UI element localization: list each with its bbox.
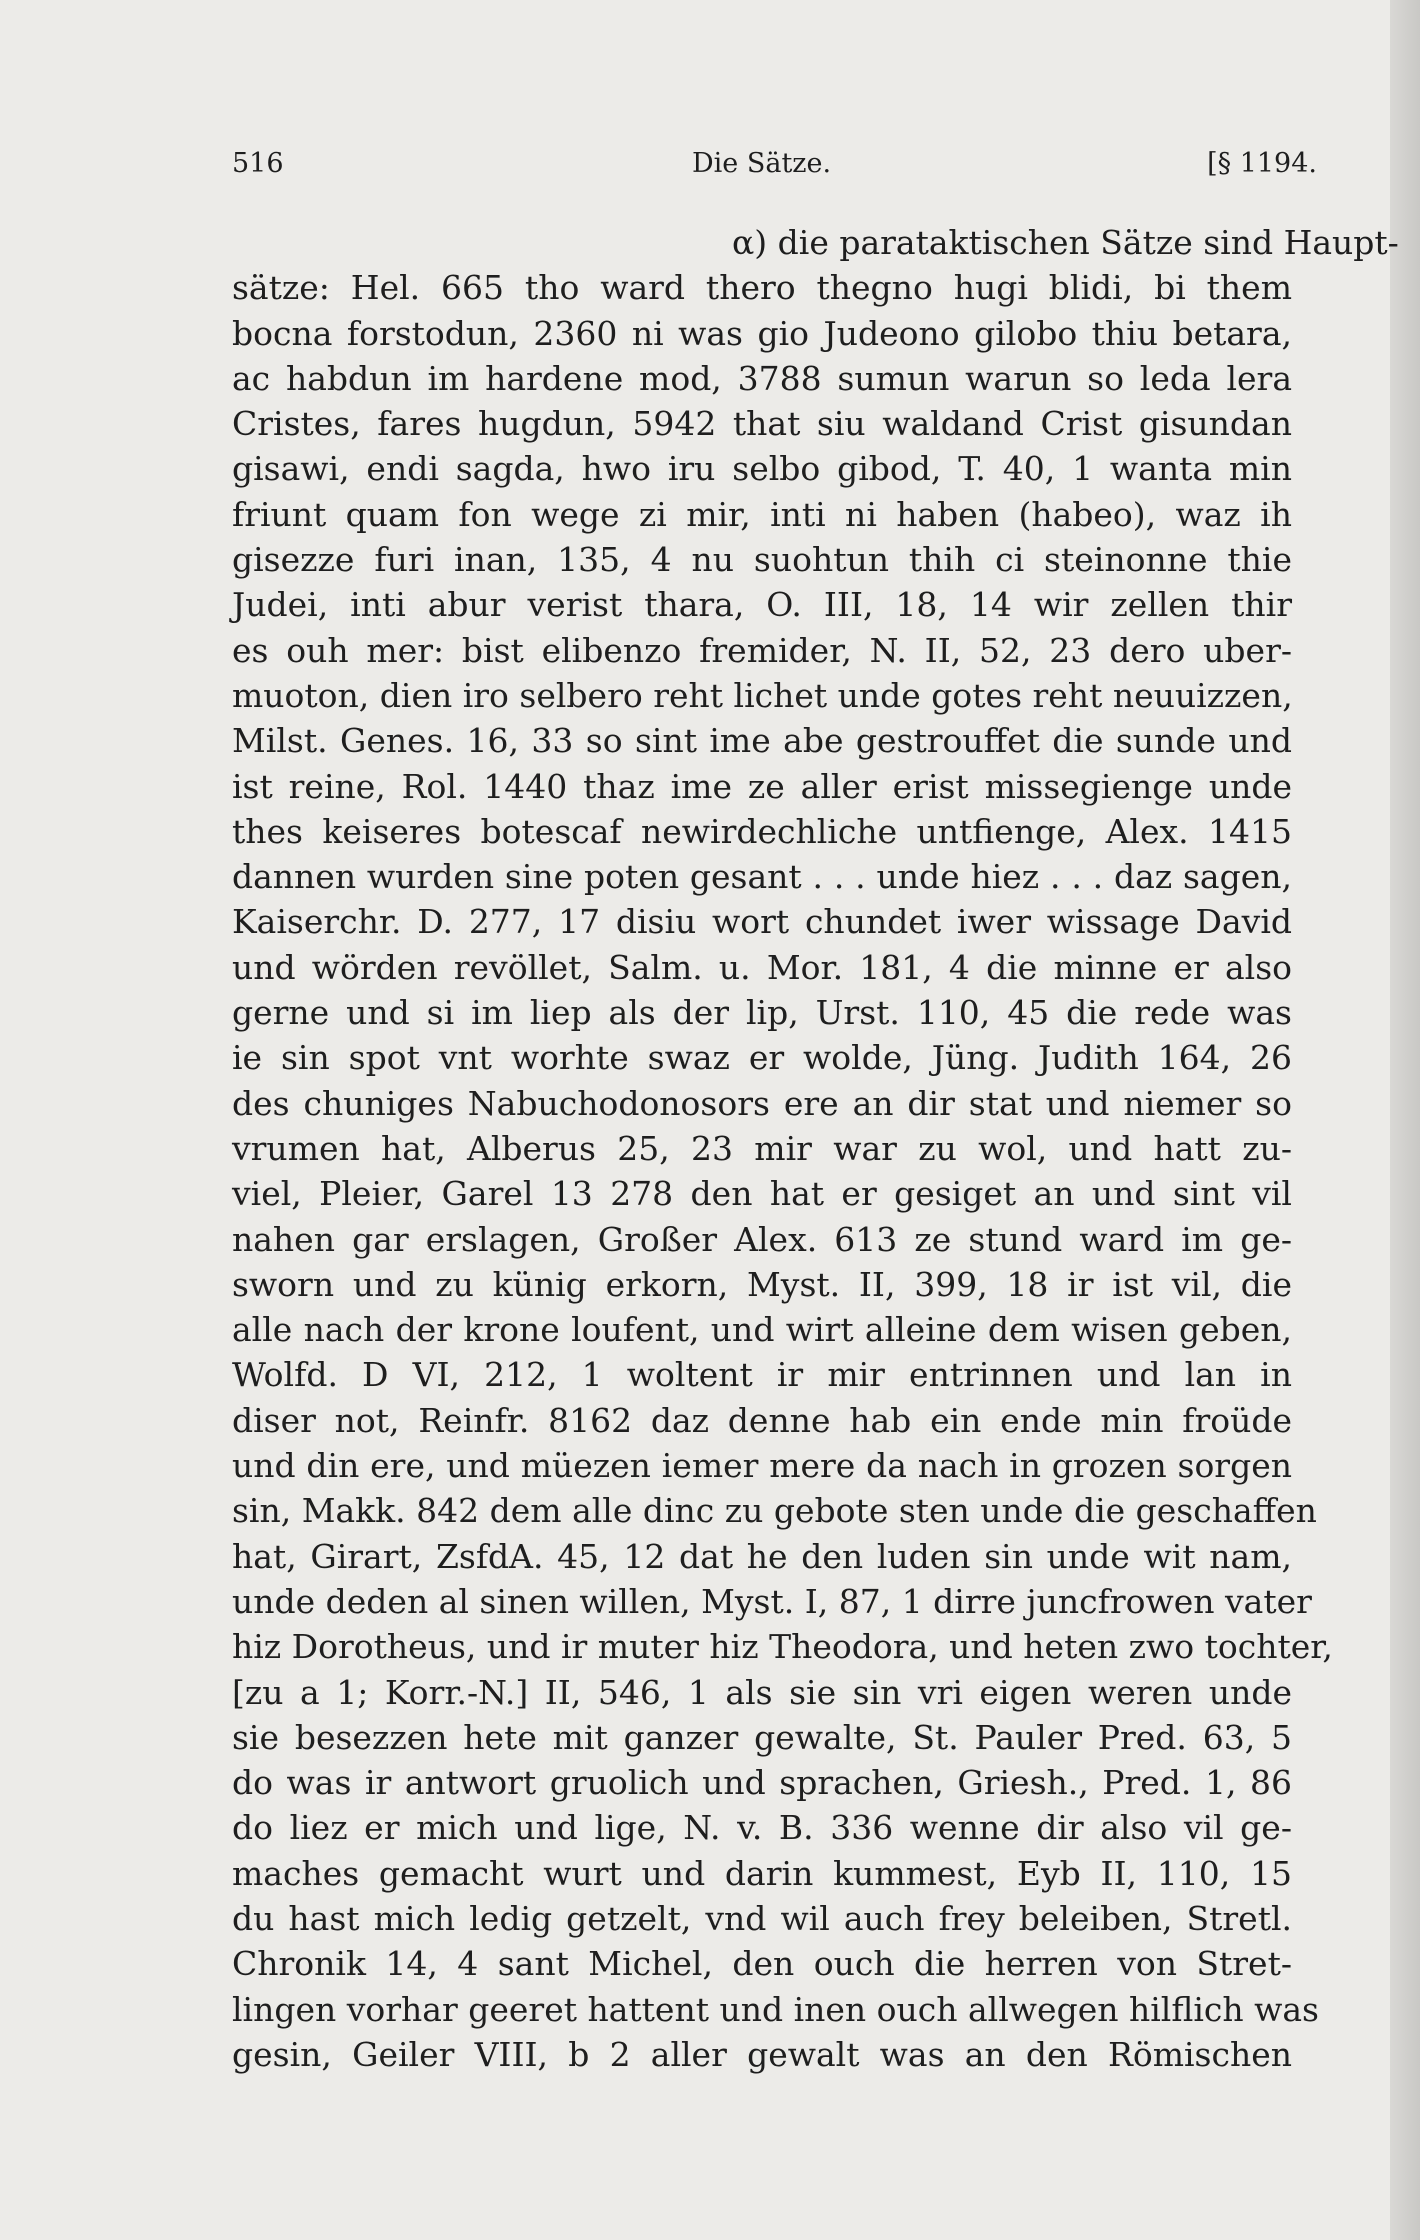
text-line: ist reine, Rol. 1440 thaz ime ze aller erist missegienge unde: [232, 766, 1292, 806]
text-line: Chronik 14, 4 sant Michel, den ouch die herren von Stret-: [232, 1944, 1292, 1984]
text-line: maches gemacht wurt und darin kummest, Eyb II, 110, 15: [232, 1853, 1292, 1893]
text-line: Judei, inti abur verist thara, O. III, 18, 14 wir zellen thir: [232, 585, 1292, 625]
text-line: gerne und si im liep als der lip, Urst. 110, 45 die rede was: [232, 993, 1292, 1033]
text-line: hat, Girart, ZsfdA. 45, 12 dat he den luden sin unde wit nam,: [232, 1536, 1292, 1576]
section-reference: [§ 1194.: [1207, 148, 1317, 179]
text-line: alle nach der krone loufent, und wirt alleine dem wisen geben,: [232, 1310, 1292, 1350]
text-line: gisawi, endi sagda, hwo iru selbo gibod, T. 40, 1 wanta min: [232, 449, 1292, 489]
text-line: diser not, Reinfr. 8162 daz denne hab ein ende min froüde: [232, 1400, 1292, 1440]
text-line: und wörden revöllet, Salm. u. Mor. 181, 4 die minne er also: [232, 947, 1292, 987]
page-edge-shadow: [1390, 0, 1420, 2240]
body-text: [232, 220, 1399, 2077]
text-line: hiz Dorotheus, und ir muter hiz Theodora, und heten zwo tochter,: [232, 1627, 1333, 1667]
text-line: es ouh mer: bist elibenzo fremider, N. II, 52, 23 dero uber-: [232, 630, 1292, 670]
text-line: gisezze furi inan, 135, 4 nu suohtun thih ci steinonne thie: [232, 540, 1292, 580]
running-title: Die Sätze.: [692, 148, 832, 179]
text-line: Milst. Genes. 16, 33 so sint ime abe gestrouffet die sunde und: [232, 721, 1292, 761]
text-line: des chuniges Nabuchodonosors ere an dir stat und niemer so: [232, 1083, 1292, 1123]
text-line: sätze: Hel. 665 tho ward thero thegno hugi blidi, bi them: [232, 268, 1292, 308]
text-line: friunt quam fon wege zi mir, inti ni haben (habeo), waz ih: [232, 494, 1292, 534]
text-line: und din ere, und müezen iemer mere da nach in grozen sorgen: [232, 1446, 1292, 1486]
text-line: unde deden al sinen willen, Myst. I, 87, 1 dirre juncfrowen vater: [232, 1581, 1312, 1621]
text-line: sin, Makk. 842 dem alle dinc zu gebote sten unde die geschaffen: [232, 1491, 1317, 1531]
text-line: thes keiseres botescaf newirdechliche untfienge, Alex. 1415: [232, 811, 1292, 851]
running-header: [232, 148, 1317, 188]
text-line: Kaiserchr. D. 277, 17 disiu wort chundet iwer wissage David: [232, 902, 1292, 942]
page-number: 516: [232, 148, 284, 179]
text-line: ie sin spot vnt worhte swaz er wolde, Jüng. Judith 164, 26: [232, 1038, 1292, 1078]
text-line: [zu a 1; Korr.-N.] II, 546, 1 als sie sin vri eigen weren unde: [232, 1672, 1292, 1712]
text-line: gesin, Geiler VIII, b 2 aller gewalt was an den Römischen: [232, 2034, 1292, 2074]
text-line: nahen gar erslagen, Großer Alex. 613 ze stund ward im ge-: [232, 1219, 1292, 1259]
text-line: Wolfd. D VI, 212, 1 woltent ir mir entrinnen und lan in: [232, 1355, 1292, 1395]
text-line: do was ir antwort gruolich und sprachen, Griesh., Pred. 1, 86: [232, 1763, 1292, 1803]
text-line: do liez er mich und lige, N. v. B. 336 wenne dir also vil ge-: [232, 1808, 1292, 1848]
text-line: sworn und zu künig erkorn, Myst. II, 399, 18 ir ist vil, die: [232, 1264, 1292, 1304]
text-line: dannen wurden sine poten gesant . . . unde hiez . . . daz sagen,: [232, 857, 1292, 897]
text-line: lingen vorhar geeret hattent und inen ouch allwegen hilflich was: [232, 1989, 1319, 2029]
text-line: ac habdun im hardene mod, 3788 sumun warun so leda lera: [232, 358, 1292, 398]
text-line: muoton, dien iro selbero reht lichet unde gotes reht neuuizzen,: [232, 675, 1293, 715]
text-line: viel, Pleier, Garel 13 278 den hat er gesiget an und sint vil: [232, 1174, 1292, 1214]
text-line: α) die parataktischen Sätze sind Haupt-: [732, 223, 1399, 262]
text-line: vrumen hat, Alberus 25, 23 mir war zu wol, und hatt zu-: [232, 1128, 1292, 1168]
text-line: sie besezzen hete mit ganzer gewalte, St. Pauler Pred. 63, 5: [232, 1717, 1292, 1757]
text-line: bocna forstodun, 2360 ni was gio Judeono gilobo thiu betara,: [232, 313, 1292, 353]
text-line: du hast mich ledig getzelt, vnd wil auch frey beleiben, Stretl.: [232, 1898, 1292, 1938]
text-line: Cristes, fares hugdun, 5942 that siu waldand Crist gisundan: [232, 404, 1292, 444]
